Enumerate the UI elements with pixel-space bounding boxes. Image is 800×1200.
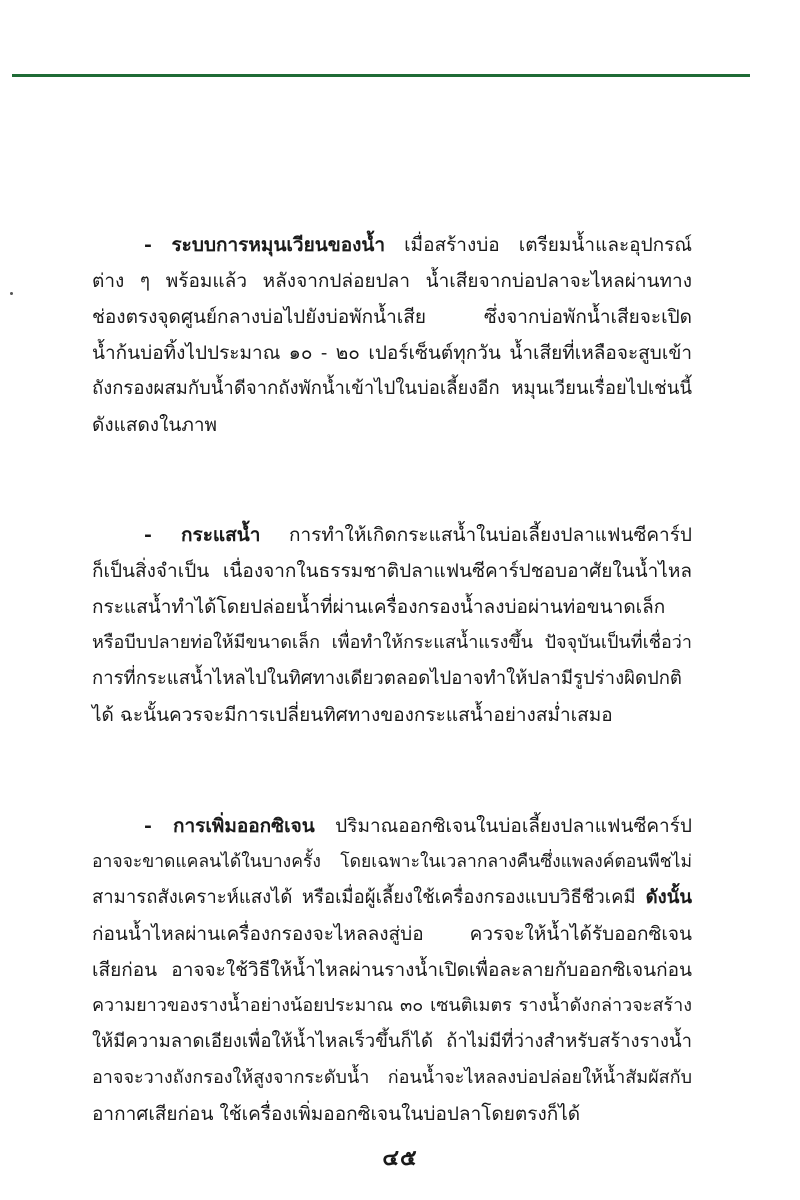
paragraph-line: เสียก่อน อาจจะใช้วิธีให้น้ำไหลผ่านรางน้ำเปิดเพื่อละลายกับออกซิเจนก่อน (92, 959, 692, 981)
paragraph-line: อาจจะวางถังกรองให้สูงจากระดับน้ำ ก่อนน้ำจะไหลลงบ่อปล่อยให้น้ำสัมผัสกับ (92, 1067, 692, 1088)
paragraph-text: เมื่อสร้างบ่อ เตรียมน้ำและอุปกรณ์ (385, 234, 692, 256)
paragraph-line: ช่องตรงจุดศูนย์กลางบ่อไปยังบ่อพักน้ำเสีย ซึ่งจากบ่อพักน้ำเสียจะเปิด (92, 306, 692, 328)
paragraph-text: ปริมาณออกซิเจนในบ่อเลี้ยงปลาแฟนซีคาร์ป (314, 815, 692, 837)
paragraph-line: ก็เป็นสิ่งจำเป็น เนื่องจากในธรรมชาติปลาแฟนซีคาร์ปชอบอาศัยในน้ำไหล (92, 560, 692, 582)
paragraph-line (92, 880, 692, 916)
paragraph-text: สามารถสังเคราะห์แสงได้ หรือเมื่อผู้เลี้ยงใช้เครื่องกรองแบบวิธีชีวเคมี (92, 887, 636, 908)
margin-mark (10, 292, 13, 295)
paragraph-line: อากาศเสียก่อน ใช้เครื่องเพิ่มออกซิเจนในบ่อปลาโดยตรงก็ได้ (92, 1103, 581, 1125)
paragraph-line (144, 227, 692, 263)
paragraph-line: อาจจะขาดแคลนได้ในบางครั้ง โดยเฉพาะในเวลากลางคืนซึ่งแพลงค์ตอนพืชไม่ (92, 852, 692, 872)
header-rule (12, 74, 750, 77)
paragraph-line: ต่าง ๆ พร้อมแล้ว หลังจากปล่อยปลา น้ำเสียจากบ่อปลาจะไหลผ่านทาง (92, 270, 692, 292)
paragraph-line: กระแสน้ำทำได้โดยปล่อยน้ำที่ผ่านเครื่องกรองน้ำลงบ่อผ่านท่อขนาดเล็ก (92, 596, 666, 618)
paragraph-line: ดังแสดงในภาพ (92, 414, 218, 436)
paragraph-line: ให้มีความลาดเอียงเพื่อให้น้ำไหลเร็วขึ้นก็ได้ ถ้าไม่มีที่ว่างสำหรับสร้างรางน้ำ (92, 1031, 692, 1052)
paragraph-line: ความยาวของรางน้ำอย่างน้อยประมาณ ๓๐ เซนติเมตร รางน้ำดังกล่าวจะสร้าง (92, 995, 692, 1016)
paragraph-line (144, 517, 692, 553)
paragraph-text: การทำให้เกิดกระแสน้ำในบ่อเลี้ยงปลาแฟนซีคาร์ป (260, 524, 692, 546)
section-heading: - ระบบการหมุนเวียนของน้ำ (144, 234, 386, 256)
section-heading: - การเพิ่มออกซิเจน (144, 815, 315, 837)
emphasis-text: ดังนั้น (635, 887, 692, 908)
page-number: ๔๕ (382, 1145, 418, 1171)
paragraph-line (144, 808, 692, 844)
paragraph-line: น้ำก้นบ่อทิ้งไปประมาณ ๑๐ - ๒๐ เปอร์เซ็นต์ทุกวัน น้ำเสียที่เหลือจะสูบเข้า (92, 342, 692, 364)
paragraph-line: ได้ ฉะนั้นควรจะมีการเปลี่ยนทิศทางของกระแสน้ำอย่างสม่ำเสมอ (92, 704, 613, 726)
section-heading: - กระแสน้ำ (144, 524, 261, 546)
paragraph-line: ถังกรองผสมกับน้ำดีจากถังพักน้ำเข้าไปในบ่อเลี้ยงอีก หมุนเวียนเรื่อยไปเช่นนี้ (92, 378, 692, 399)
paragraph-line: หรือบีบปลายท่อให้มีขนาดเล็ก เพื่อทำให้กระแสน้ำแรงขึ้น ปัจจุบันเป็นที่เชื่อว่า (92, 632, 692, 653)
paragraph-line: ก่อนน้ำไหลผ่านเครื่องกรองจะไหลลงสู่บ่อ ควรจะให้น้ำได้รับออกซิเจน (92, 923, 692, 945)
paragraph-line: การที่กระแสน้ำไหลไปในทิศทางเดียวตลอดไปอาจทำให้ปลามีรูปร่างผิดปกติ (92, 668, 682, 689)
